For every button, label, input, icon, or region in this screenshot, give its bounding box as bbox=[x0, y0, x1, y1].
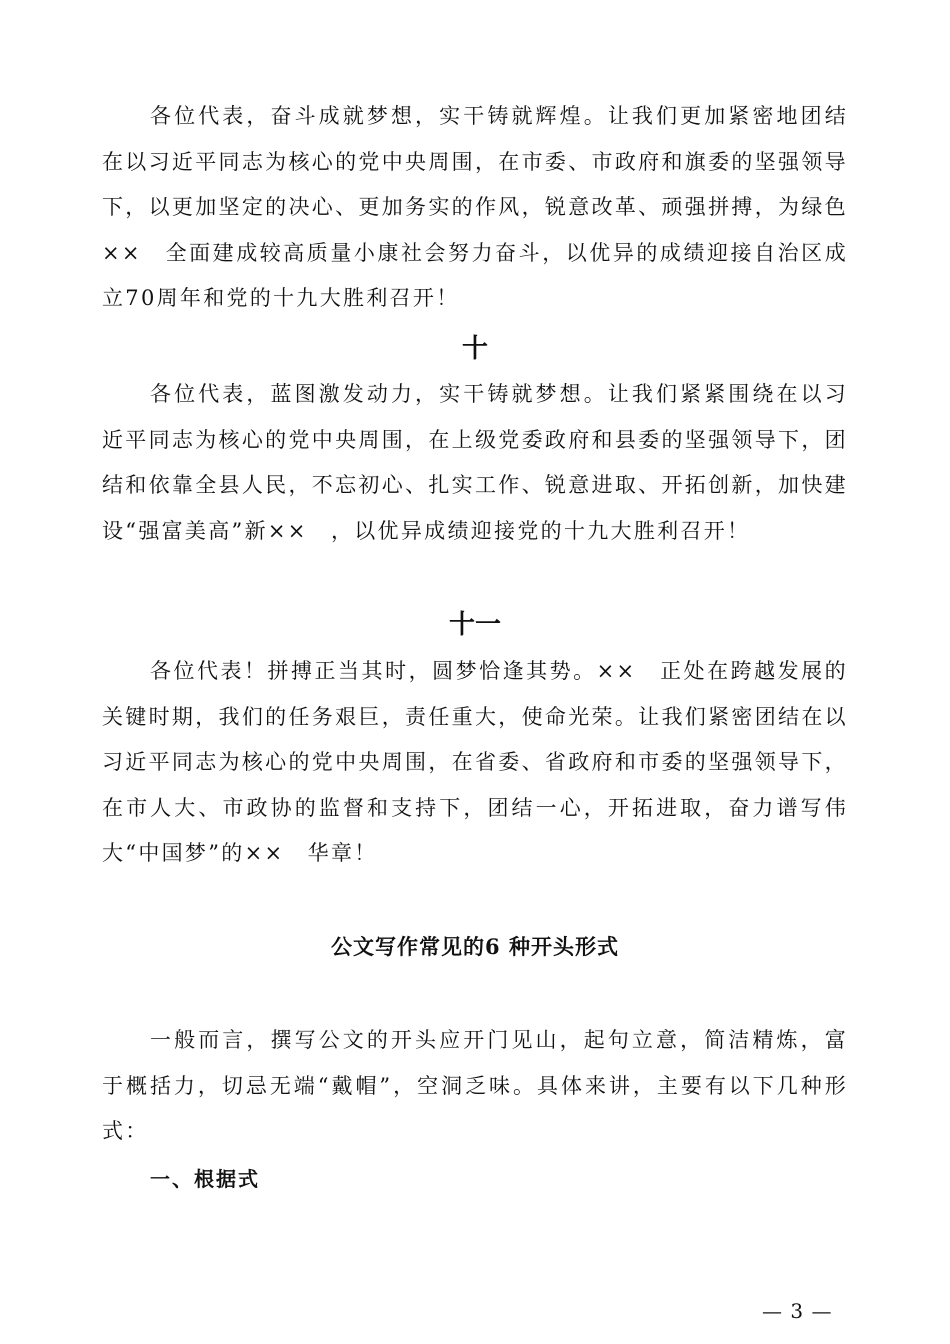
paragraph-intro: 一般而言，撰写公文的开头应开门见山，起句立意，简洁精炼，富于概括力，切忌无端“戴帽”，空洞乏味。具体来讲，主要有以下几种形式： bbox=[102, 1028, 848, 1143]
paragraph-closing-1: 各位代表，奋斗成就梦想，实干铸就辉煌。让我们更加紧密地团结在以习近平同志为核心的党中央周围，在市委、市政府和旗委的坚强领导下，以更加坚定的决心、更加务实的作风，锐意改革、顽强拼搏，为绿色×× 全面建成较高质量小康社会努力奋斗，以优异的成绩迎接自治区成立70周年和党的十九大胜利召开！ bbox=[102, 104, 848, 310]
section-numeral-ten: 十 bbox=[461, 334, 488, 364]
subheading-basis: 一、根据式 bbox=[150, 1167, 260, 1191]
page-number: — 3 — bbox=[762, 1299, 833, 1323]
section-title: 公文写作常见的6 种开头形式 bbox=[331, 934, 619, 959]
paragraph-closing-3: 各位代表！拼搏正当其时，圆梦恰逢其势。×× 正处在跨越发展的关键时期，我们的任务艰巨，责任重大，使命光荣。让我们紧密团结在以习近平同志为核心的党中央周围，在省委、省政府和市委的坚强领导下，在市人大、市政协的监督和支持下，团结一心，开拓进取，奋力谱写伟大“中国梦”的×× 华章！ bbox=[102, 659, 848, 865]
paragraph-closing-2: 各位代表，蓝图激发动力，实干铸就梦想。让我们紧紧围绕在以习近平同志为核心的党中央周围，在上级党委政府和县委的坚强领导下，团结和依靠全县人民，不忘初心、扎实工作、锐意进取、开拓创新，加快建设“强富美高”新×× ，以优异成绩迎接党的十九大胜利召开！ bbox=[102, 382, 848, 543]
section-numeral-eleven: 十一 bbox=[448, 610, 501, 640]
